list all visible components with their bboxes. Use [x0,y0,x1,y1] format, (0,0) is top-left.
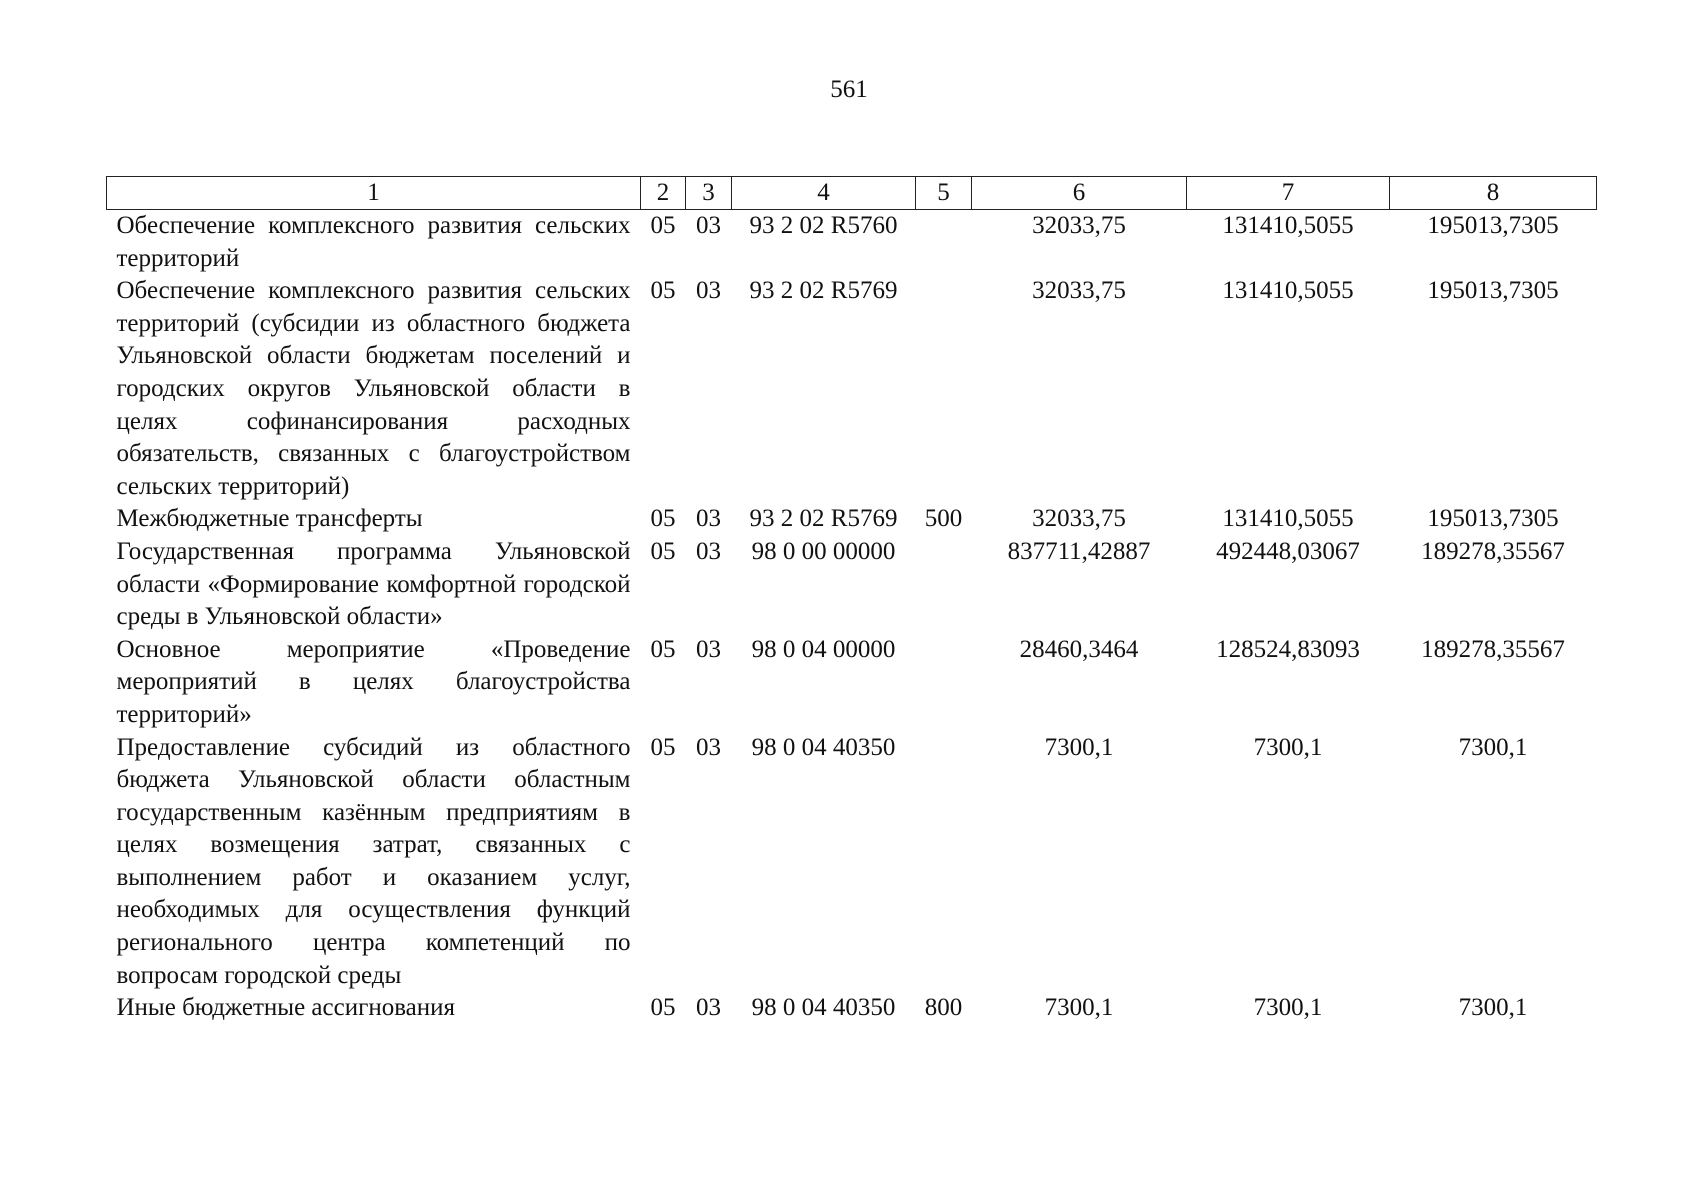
amount-col7-cell: 7300,1 [1253,733,1323,761]
column-header-1: 1 [107,177,641,210]
amount-col6-cell: 7300,1 [1044,994,1114,1022]
amount-col8-cell: 195013,7305 [1427,277,1559,305]
amount-col6-cell: 7300,1 [1044,733,1114,761]
table-row [107,992,1597,1025]
subsection-code-cell: 03 [696,277,721,305]
section-code-cell: 05 [650,635,676,663]
budget-table [106,176,1597,1025]
target-article-cell: 93 2 02 R5760 [749,212,898,239]
table-header [107,177,1597,210]
table-body [107,210,1597,1025]
amount-col8-cell: 189278,35567 [1421,635,1565,663]
amount-col7-cell: 131410,5055 [1222,212,1354,239]
amount-col7-cell: 131410,5055 [1222,505,1354,533]
amount-col8-cell: 7300,1 [1458,994,1528,1022]
column-header-7: 7 [1187,177,1390,210]
subsection-code-cell: 03 [696,994,721,1022]
row-name-cell: Предоставление субсидий из областного бюджета Ульяновской области областным государственным казённым предприятиям в целях возмещения затрат, связанных с выполнением работ и оказанием услуг, необходимых для осуществления функций регионального центра компетенций по вопросам городской среды [116,733,631,989]
column-header-4: 4 [732,177,916,210]
amount-col7-cell: 128524,83093 [1216,635,1360,663]
table-row [107,536,1597,634]
amount-col8-cell: 195013,7305 [1427,212,1559,239]
table-row [107,732,1597,993]
amount-col8-cell: 189278,35567 [1421,537,1565,565]
amount-col7-cell: 131410,5055 [1222,277,1354,305]
column-header-6: 6 [972,177,1187,210]
section-code-cell: 05 [650,505,676,533]
row-name-cell: Обеспечение комплексного развития сельских территорий (субсидии из областного бюджета Ульяновской области бюджетам поселений и городских округов Ульяновской области в целях софинансирования расходных обязательств, связанных с благоустройством сельских территорий) [116,277,631,500]
expense-type-cell [916,634,972,732]
amount-col7-cell: 7300,1 [1253,994,1323,1022]
target-article-cell: 98 0 00 00000 [751,537,896,565]
amount-col8-cell: 195013,7305 [1427,505,1559,533]
expense-type-cell [916,210,972,276]
table-row [107,210,1597,276]
target-article-cell: 98 0 04 40350 [751,733,896,761]
section-code-cell: 05 [650,994,676,1022]
column-header-8: 8 [1390,177,1597,210]
amount-col6-cell: 32033,75 [1032,505,1126,533]
subsection-code-cell: 03 [696,635,721,663]
column-header-3: 3 [686,177,732,210]
expense-type-cell [916,536,972,634]
row-name-cell: Основное мероприятие «Проведение мероприятий в целях благоустройства территорий» [116,635,631,728]
amount-col8-cell: 7300,1 [1458,733,1528,761]
expense-type-cell [916,732,972,993]
row-name-cell: Государственная программа Ульяновской области «Формирование комфортной городской среды в Ульяновской области» [116,537,631,631]
table-row [107,275,1597,503]
target-article-cell: 98 0 04 40350 [751,994,896,1022]
section-code-cell: 05 [650,733,676,761]
page-number: 561 [830,76,868,103]
amount-col6-cell: 32033,75 [1032,277,1126,305]
expense-type-cell: 500 [924,505,963,533]
amount-col6-cell: 28460,3464 [1019,635,1139,663]
section-code-cell: 05 [650,212,676,239]
amount-col6-cell: 837711,42887 [1007,537,1151,565]
section-code-cell: 05 [650,537,676,565]
subsection-code-cell: 03 [696,212,721,239]
target-article-cell: 93 2 02 R5769 [749,277,898,305]
row-name-cell: Обеспечение комплексного развития сельских территорий [116,212,631,272]
target-article-cell: 98 0 04 00000 [751,635,896,663]
column-header-5: 5 [916,177,972,210]
subsection-code-cell: 03 [696,505,721,533]
column-header-2: 2 [641,177,686,210]
table-row [107,634,1597,732]
row-name-cell: Иные бюджетные ассигнования [116,994,456,1022]
section-code-cell: 05 [650,277,676,305]
amount-col6-cell: 32033,75 [1032,212,1126,239]
target-article-cell: 93 2 02 R5769 [749,505,898,533]
expense-type-cell [916,275,972,503]
header-row [107,177,1597,210]
amount-col7-cell: 492448,03067 [1216,537,1360,565]
table-row [107,503,1597,536]
subsection-code-cell: 03 [696,733,721,761]
row-name-cell: Межбюджетные трансферты [116,505,423,533]
subsection-code-cell: 03 [696,537,721,565]
expense-type-cell: 800 [924,994,963,1022]
